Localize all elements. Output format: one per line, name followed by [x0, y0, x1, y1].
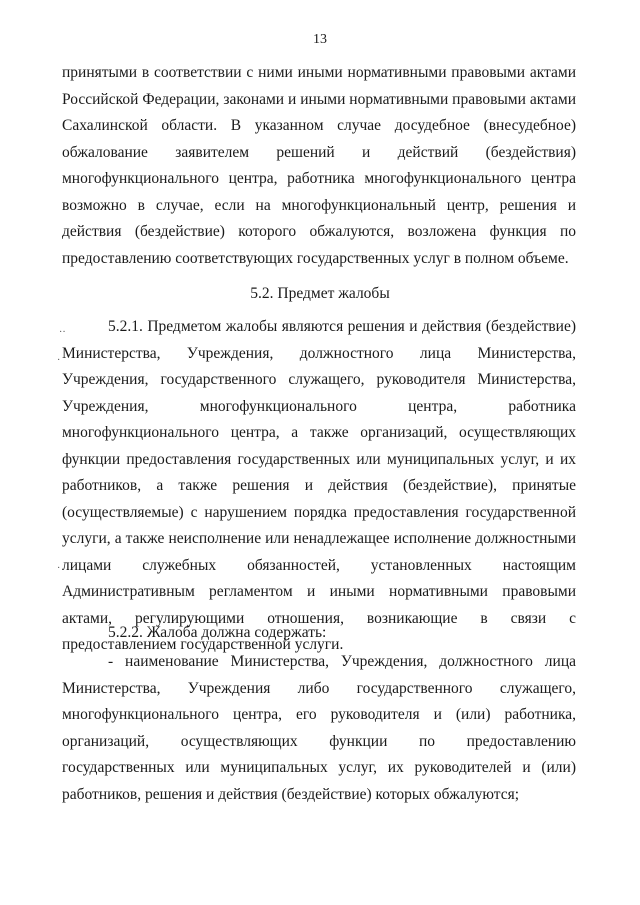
- scan-artifact: ·: [57, 355, 61, 366]
- section-heading: 5.2. Предмет жалобы: [250, 285, 390, 302]
- scan-artifact: ··: [59, 327, 66, 338]
- paragraph-subject-of-complaint: 5.2.1. Предметом жалобы являются решения и действия (бездействие) Министерства, Учреждения, должностного лица Министерства, Учреждения, государственного служащего, руководителя Министерства, Учреждения, многофункционального центра, работника многофункционального центра, а также организаций, осуществляющих функции предоставления государственных или муниципальных услуг, и их работников, а также решения и действия (бездействие), принятые (осуществляемые) с нарушением порядка предоставления государственной услуги, а также неисполнение или ненадлежащее исполнение должностными лицами служебных обязанностей, установленных настоящим Административным регламентом и иными нормативными правовыми актами, регулирующими отношения, возникающие в связи с предоставлением государственной услуги.: [62, 318, 576, 653]
- paragraph-continuation: принятыми в соответствии с ними иными нормативными правовыми актами Российской Федерации, законами и иными нормативными правовыми актами Сахалинской области. В указанном случае досудебное (внесудебное) обжалование заявителем решений и действий (бездействия) многофункционального центра, работника многофункционального центра возможно в случае, если на многофункциональный центр, решения и действия (бездействие) которого обжалуются, возложена функция по предоставлению соответствующих государственных услуг в полном объеме.: [62, 64, 576, 267]
- list-item-complaint-requirement: - наименование Министерства, Учреждения, должностного лица Министерства, Учреждения либо государственного служащего, многофункционального центра, его руководителя и (или) работника, организаций, осуществляющих функции по предоставлению государственных или муниципальных услуг, их руководителей и (или) работников, решения и действия (бездействие) которых обжалуются;: [62, 653, 576, 803]
- page-number: 13: [313, 32, 327, 47]
- scan-artifact: ·: [57, 563, 61, 574]
- paragraph-complaint-contents-intro: 5.2.2. Жалоба должна содержать:: [108, 624, 327, 641]
